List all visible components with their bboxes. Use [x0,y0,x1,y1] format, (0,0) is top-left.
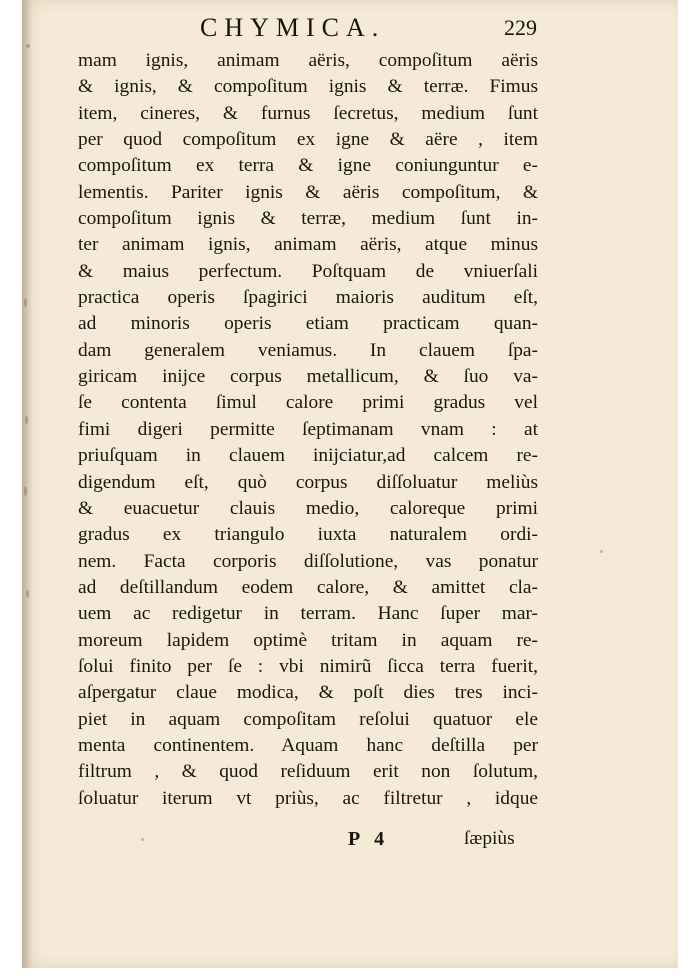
text-line: mam ignis, animam aëris, compoſitum aëris [78,50,538,71]
paper-spot [600,550,603,553]
paper-spot [141,838,144,841]
text-line: filtrum , & quod reſiduum erit non ſolutum, [78,761,538,783]
text-line: fimi digeri permitte ſeptimanam vnam : at [78,418,538,440]
paper-spot [26,44,30,48]
page-header [22,8,678,48]
text-line: compoſitum ignis & terræ, medium ſunt in- [78,208,538,230]
signature-mark: P 4 [348,828,385,850]
text-line: uem ac redigetur in terram. Hanc ſuper mar- [78,603,538,625]
text-line: per quod compoſitum ex igne & aëre , item [78,129,538,151]
page-gutter-shadow [22,0,32,968]
book-page [22,0,678,968]
text-line: piet in aquam compoſitam reſolui quatuor ele [78,708,538,730]
page-footer [22,824,678,854]
paper-spot [24,298,27,307]
text-line: & ignis, & compoſitum ignis & terræ. Fimus [78,76,538,98]
text-line: ad deſtillandum eodem calore, & amittet cla- [78,576,538,598]
text-line: moreum lapidem optimè tritam in aquam re- [78,629,538,651]
running-title: CHYMICA. [200,13,386,42]
text-line: menta continentem. Aquam hanc deſtilla per [78,734,538,756]
text-line: & euacuetur clauis medio, caloreque primi [78,497,538,519]
body-text [78,48,538,812]
text-line: gradus ex triangulo iuxta naturalem ordi- [78,524,538,546]
text-line: & maius perfectum. Poſtquam de vniuerſali [78,260,538,282]
text-line: ſe contenta ſimul calore primi gradus vel [78,392,538,414]
text-line: digendum eſt, quò corpus diſſoluatur meliùs [78,471,538,493]
text-line: item, cineres, & furnus ſecretus, medium ſunt [78,102,538,124]
catchword: ſæpiùs [464,828,515,849]
text-line: dam generalem veniamus. In clauem ſpa- [78,339,538,361]
text-line: priuſquam in clauem inijciatur,ad calcem re- [78,445,538,467]
text-line: aſpergatur claue modica, & poſt dies tres inci- [78,682,538,704]
text-line: lementis. Pariter ignis & aëris compoſitum, & [78,181,538,203]
text-line: ter animam ignis, animam aëris, atque minus [78,234,538,256]
paper-spot [26,590,29,598]
text-line: ad minoris operis etiam practicam quan- [78,313,538,335]
text-line: ſoluatur iterum vt priùs, ac filtretur , idque [78,787,538,809]
text-line: ſolui finito per ſe : vbi nimirũ ſicca terra fuerit, [78,655,538,677]
text-line: compoſitum ex terra & igne coniunguntur e- [78,155,538,177]
text-line: giricam inijce corpus metallicum, & ſuo va- [78,366,538,388]
paper-spot [24,486,27,496]
paper-spot [25,416,28,424]
page-number: 229 [504,15,537,40]
text-line: nem. Facta corporis diſſolutione, vas ponatur [78,550,538,572]
text-line: practica operis ſpagirici maioris auditum eſt, [78,287,538,309]
